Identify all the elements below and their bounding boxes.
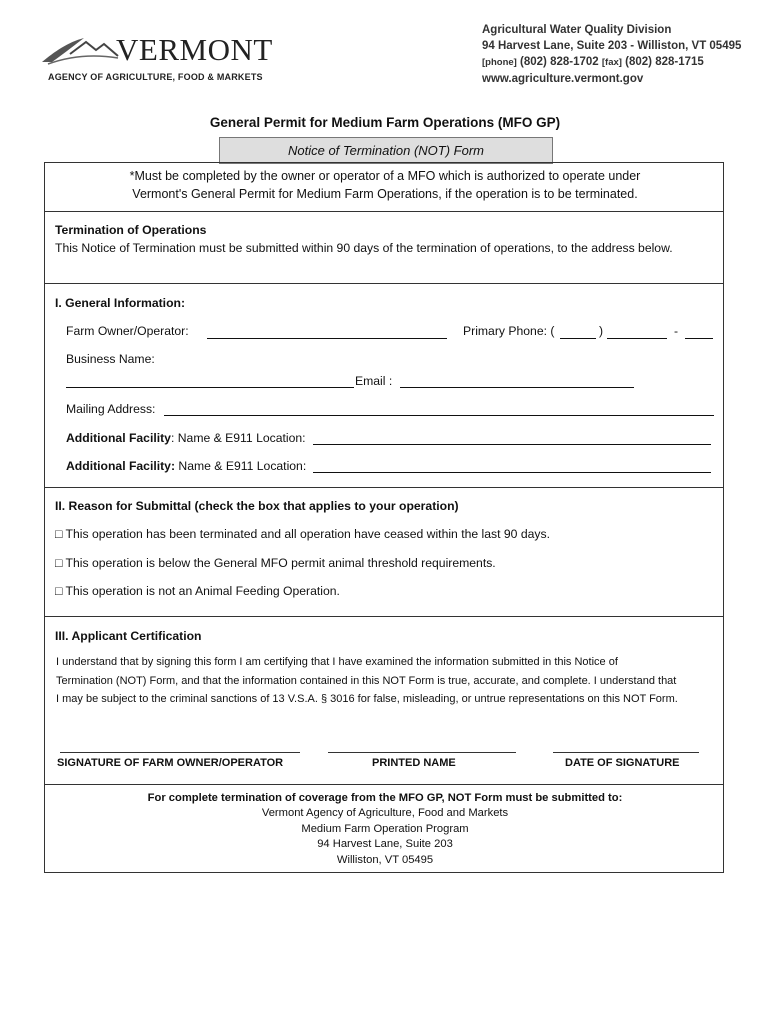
checkbox-icon[interactable]: □ [55, 527, 63, 541]
fax-number: (802) 828-1715 [625, 56, 704, 68]
facility-1-label-rest: : Name & E911 Location: [170, 431, 306, 445]
footer-heading: For complete termination of coverage from the MFO GP, NOT Form must be submitted to: [147, 792, 623, 804]
intro-section [44, 162, 724, 211]
reason-option-2[interactable] [55, 556, 496, 570]
facility-2-label [66, 459, 306, 473]
certification-line-1: I understand that by signing this form I am certifying that I have examined the information submitted in this Notice of [56, 656, 618, 668]
agency-name: AGENCY OF AGRICULTURE, FOOD & MARKETS [48, 72, 263, 82]
owner-input[interactable] [207, 326, 447, 339]
reason-section [44, 487, 724, 616]
mailing-label: Mailing Address: [66, 402, 156, 416]
owner-label: Farm Owner/Operator: [66, 324, 189, 338]
phone-number: (802) 828-1702 [520, 56, 599, 68]
certification-line-2: Termination (NOT) Form, and that the information contained in this NOT Form is true, accurate, and complete. I understand that [56, 675, 677, 687]
phone-label: Primary Phone: ( [463, 324, 555, 338]
reason-option-3-label: This operation is not an Animal Feeding Operation. [65, 584, 340, 598]
submission-footer [44, 784, 724, 873]
phone-paren: ) [599, 324, 604, 338]
footer-line-3: 94 Harvest Lane, Suite 203 [317, 838, 453, 850]
division-address: 94 Harvest Lane, Suite 203 - Williston, VT 05495 [482, 40, 742, 52]
intro-line-2: Vermont's General Permit for Medium Farm Operations, if the operation is to be terminated. [132, 187, 638, 201]
phone-prefix-input[interactable] [607, 326, 667, 339]
business-label: Business Name: [66, 352, 155, 366]
printed-name-line[interactable] [328, 752, 516, 753]
mountain-leaf-icon [40, 32, 120, 68]
general-info-section [44, 283, 724, 487]
termination-section [44, 211, 724, 283]
phone-area-code-input[interactable] [560, 326, 596, 339]
facility-2-input[interactable] [313, 460, 711, 473]
business-name-input[interactable] [66, 375, 354, 388]
division-name: Agricultural Water Quality Division [482, 24, 672, 36]
email-input[interactable] [400, 375, 634, 388]
fax-tag: [fax] [601, 57, 622, 68]
facility-1-input[interactable] [313, 432, 711, 445]
termination-heading: Termination of Operations [55, 223, 207, 237]
division-address-block [482, 22, 741, 87]
footer-line-4: Williston, VT 05495 [336, 854, 434, 866]
printed-name-label: PRINTED NAME [372, 757, 456, 769]
checkbox-icon[interactable]: □ [55, 584, 63, 598]
footer-line-1: Vermont Agency of Agriculture, Food and Markets [261, 807, 509, 819]
form-title: General Permit for Medium Farm Operations (MFO GP) [209, 115, 561, 130]
contact-line [482, 54, 741, 71]
reason-heading: II. Reason for Submittal (check the box that applies to your operation) [55, 499, 459, 513]
facility-2-label-bold: Additional Facility: [66, 459, 176, 473]
general-info-heading: I. General Information: [55, 296, 186, 310]
intro-line-1: *Must be completed by the owner or operator of a MFO which is authorized to operate under [129, 169, 641, 183]
facility-2-label-rest: Name & E911 Location: [175, 459, 307, 473]
certification-line-3: I may be subject to the criminal sanctions of 13 V.S.A. § 3016 for false, misleading, or untrue representations on this NOT Form. [56, 693, 678, 705]
footer-line-2: Medium Farm Operation Program [301, 823, 469, 835]
facility-1-label-bold: Additional Facility [66, 431, 171, 445]
vermont-logo [40, 30, 273, 86]
email-label: Email : [355, 374, 393, 388]
reason-option-1-label: This operation has been terminated and all operation have ceased within the last 90 days. [65, 527, 550, 541]
phone-tag: [phone] [482, 57, 517, 68]
reason-option-2-label: This operation is below the General MFO permit animal threshold requirements. [65, 556, 496, 570]
reason-option-3[interactable] [55, 584, 340, 598]
certification-heading: III. Applicant Certification [55, 629, 202, 643]
owner-signature-line[interactable] [60, 752, 300, 753]
reason-option-1[interactable] [55, 527, 550, 541]
facility-1-label [66, 431, 306, 445]
checkbox-icon[interactable]: □ [55, 556, 63, 570]
website-link[interactable]: www.agriculture.vermont.gov [482, 73, 644, 85]
certification-section [44, 616, 724, 784]
termination-text: This Notice of Termination must be submitted within 90 days of the termination of operations, to the address below. [55, 241, 673, 255]
mailing-address-input[interactable] [164, 403, 714, 416]
date-signature-label: DATE OF SIGNATURE [565, 757, 680, 769]
owner-signature-label: SIGNATURE OF FARM OWNER/OPERATOR [57, 757, 284, 769]
phone-dash: - [674, 324, 679, 338]
logo-wordmark: VERMONT [116, 32, 273, 67]
phone-line-input[interactable] [685, 326, 713, 339]
form-subtitle: Notice of Termination (NOT) Form [219, 137, 553, 164]
date-signature-line[interactable] [553, 752, 699, 753]
